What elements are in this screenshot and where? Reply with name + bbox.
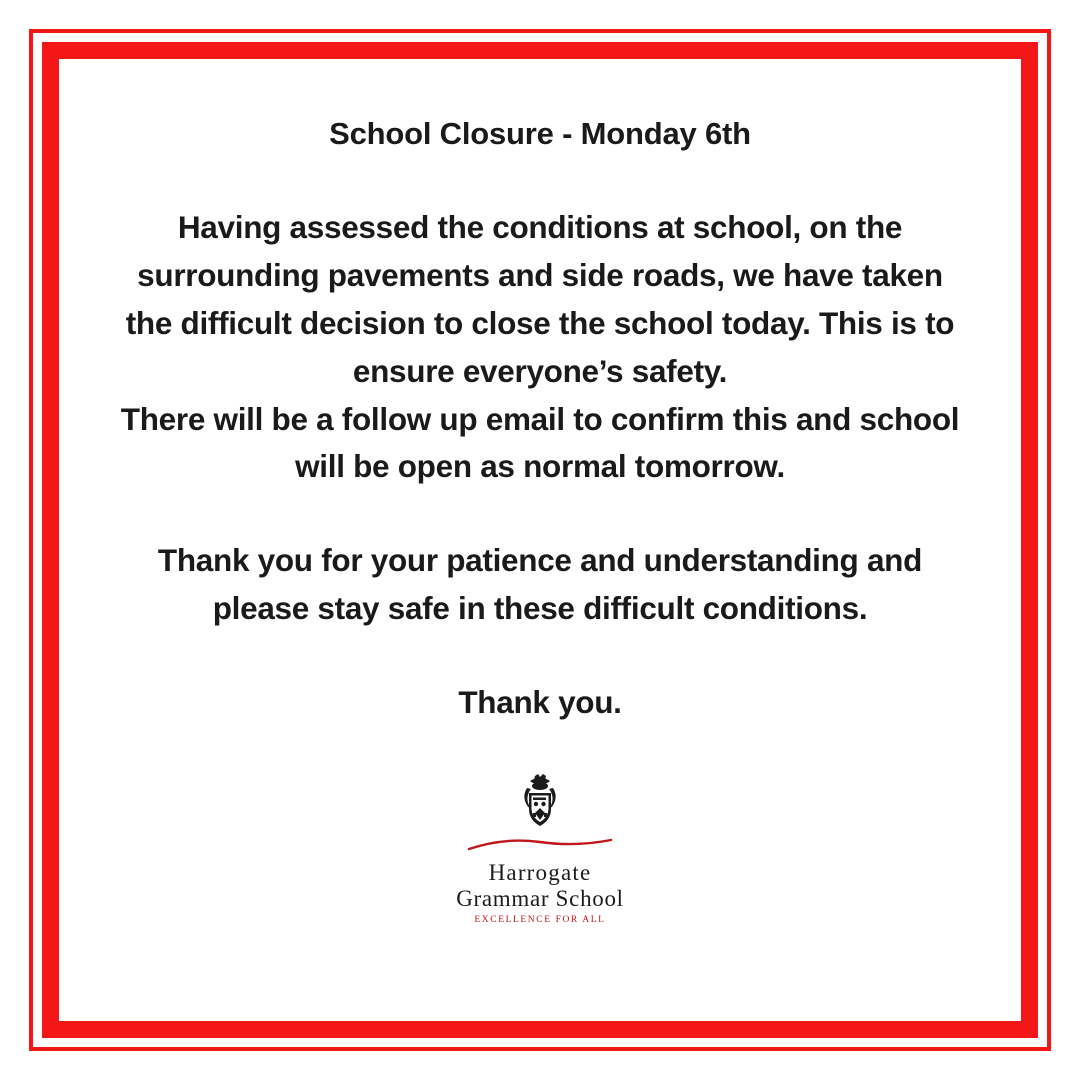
- notice-paragraph-2: There will be a follow up email to confirm this and school will be open as normal tomorrow.: [120, 400, 960, 485]
- school-logo: [456, 773, 624, 926]
- school-crest-icon: [507, 773, 573, 839]
- notice-paragraph-1: Having assessed the conditions at school, on the surrounding pavements and side roads, we have taken the difficult decision to close the school today. This is to ensure everyone’s safety.: [125, 209, 955, 389]
- poster-content: [60, 60, 1020, 1020]
- notice-body: [112, 204, 968, 727]
- closing-line: Thank you.: [458, 684, 622, 720]
- closing-spacer: [112, 633, 968, 679]
- logo-tagline: EXCELLENCE FOR ALL: [474, 915, 606, 926]
- page-title: School Closure - Monday 6th: [329, 116, 751, 151]
- logo-name-line2: Grammar School: [456, 885, 624, 911]
- logo-name-line1: Harrogate: [488, 859, 592, 885]
- notice-paragraph-3: Thank you for your patience and understanding and please stay safe in these difficult conditions.: [157, 542, 923, 627]
- logo-wordmark: [456, 860, 624, 912]
- paragraph-spacer: [112, 491, 968, 537]
- logo-swoosh-icon: [465, 837, 615, 858]
